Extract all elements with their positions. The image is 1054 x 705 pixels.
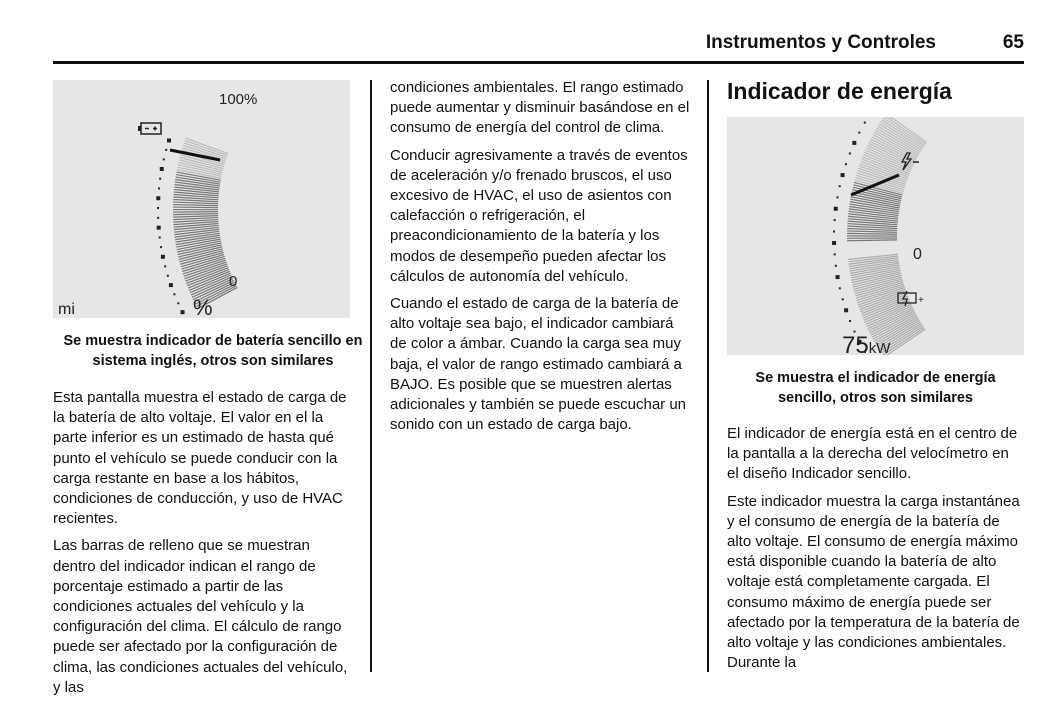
label-mi: mi (58, 301, 75, 318)
paragraph: Conducir agresivamente a través de eventos de aceleración y/o frenado bruscos, el uso excesivo de HVAC, el uso de asientos con calefacción o refrigeración, el preacondicionamiento de la batería y los modos de desempeño pueden afectar los cálculos de autonomía del vehículo. (390, 146, 692, 287)
battery-gauge-graphic (53, 80, 350, 318)
gauge-tick (849, 320, 851, 322)
paragraph: Las barras de relleno que se muestran dentro del indicador indican el rango de porcentaje estimado a partir de las condiciones actuales del vehículo y la configuración del clima. El cálculo de rango puede ser afectado por la configuración de clima, las condiciones actuales del vehículo, y las (53, 536, 355, 698)
paragraph: Esta pantalla muestra el estado de carga de la batería de alto voltaje. El valor en el la parte inferior es un estimado de hasta qué punto el vehículo se puede conducir con la carga restante en base a los hábitos, condiciones de conducción, y uso de HVAC recientes. (53, 388, 355, 529)
gauge-tick (864, 122, 866, 124)
gauge-tick (858, 132, 860, 134)
gauge-tick (849, 152, 851, 154)
gauge-tick (834, 219, 836, 221)
gauge-tick (164, 265, 166, 267)
gauge-tick (181, 310, 185, 314)
gauge-tick (852, 141, 856, 145)
gauge-tick (160, 246, 162, 248)
gauge-tick (839, 185, 841, 187)
gauge-bar (847, 231, 897, 232)
paragraph: Este indicador muestra la carga instantánea y el consumo de energía de la batería de alto voltaje. El consumo de energía máximo está disponible cuando la batería de alto voltaje está completamente cargada. El consumo máximo de energía puede ser afectado por la temperatura de la batería de alto voltaje y las condiciones ambientales. Durante la (727, 492, 1024, 674)
page-number: 65 (1003, 32, 1024, 54)
label-100-percent: 100% (219, 91, 257, 108)
battery-icon (138, 123, 161, 134)
column-divider-2 (707, 80, 709, 672)
column-1-text (53, 388, 355, 705)
gauge-tick (159, 236, 161, 238)
gauge-tick (157, 207, 159, 209)
column-2-text (390, 78, 692, 442)
gauge-tick (169, 283, 173, 287)
gauge-tick (842, 298, 844, 300)
column-divider-1 (370, 80, 372, 672)
gauge-bar (847, 240, 897, 241)
column-3-text (727, 424, 1024, 680)
gauge-tick (845, 163, 847, 165)
label-percent: % (193, 295, 213, 318)
gauge-bar (173, 214, 218, 215)
gauge-tick (173, 293, 175, 295)
energy-gauge-graphic (727, 117, 1024, 355)
label-zero: 0 (229, 273, 237, 290)
gauge-tick (157, 217, 159, 219)
battery-gauge-bars (173, 138, 237, 308)
gauge-tick (158, 187, 160, 189)
gauge-tick (841, 173, 845, 177)
label-zero: 0 (913, 246, 922, 263)
gauge-tick (159, 178, 161, 180)
page-header (0, 30, 1054, 60)
kw-unit: kW (869, 340, 892, 355)
gauge-tick (161, 255, 165, 259)
gauge-tick (835, 265, 837, 267)
gauge-tick (163, 158, 165, 160)
gauge-tick (177, 302, 179, 304)
gauge-tick (165, 149, 167, 151)
gauge-tick (160, 167, 164, 171)
paragraph: El indicador de energía está en el centro de la pantalla a la derecha del velocímetro en el diseño Indicador sencillo. (727, 424, 1024, 485)
gauge-tick (157, 226, 161, 230)
gauge-tick (839, 287, 841, 289)
header-rule (53, 61, 1024, 64)
gauge-tick (836, 196, 838, 198)
paragraph: condiciones ambientales. El rango estimado puede aumentar y disminuir basándose en el consumo de energía del control de clima. (390, 78, 692, 139)
gauge-tick (156, 196, 160, 200)
gauge-tick (834, 253, 836, 255)
gauge-tick (833, 231, 835, 233)
gauge-bar (173, 218, 218, 220)
energy-gauge-bars (847, 117, 927, 355)
gauge-tick (844, 308, 848, 312)
paragraph: Cuando el estado de carga de la batería de alto voltaje sea bajo, el indicador cambiará de color a ámbar. Cuando la carga sea muy baja, el valor de rango estimado cambiará a BAJO. Es posible que se muestren alertas adicionales y también se puede escuchar un sonido con un estado de carga bajo. (390, 294, 692, 435)
gauge-tick (836, 275, 840, 279)
energy-indicator-heading: Indicador de energía (727, 78, 952, 105)
gauge-bar (173, 216, 218, 218)
svg-text:+: + (918, 295, 924, 306)
gauge-bar (173, 202, 218, 204)
gauge-tick (832, 241, 836, 245)
section-title: Instrumentos y Controles (706, 32, 936, 54)
energy-indicator-figure (727, 117, 1024, 355)
gauge-tick (167, 275, 169, 277)
gauge-bar (847, 233, 897, 234)
gauge-bar (173, 205, 218, 206)
figure2-caption: Se muestra el indicador de energía sencillo, otros son similares (727, 368, 1024, 408)
gauge-tick (167, 138, 171, 142)
battery-indicator-figure (53, 80, 350, 318)
gauge-bar (173, 207, 218, 208)
gauge-tick (834, 207, 838, 211)
figure1-caption: Se muestra indicador de batería sencillo en sistema inglés, otros son similares (53, 331, 373, 371)
kw-value: 75 (842, 332, 869, 355)
